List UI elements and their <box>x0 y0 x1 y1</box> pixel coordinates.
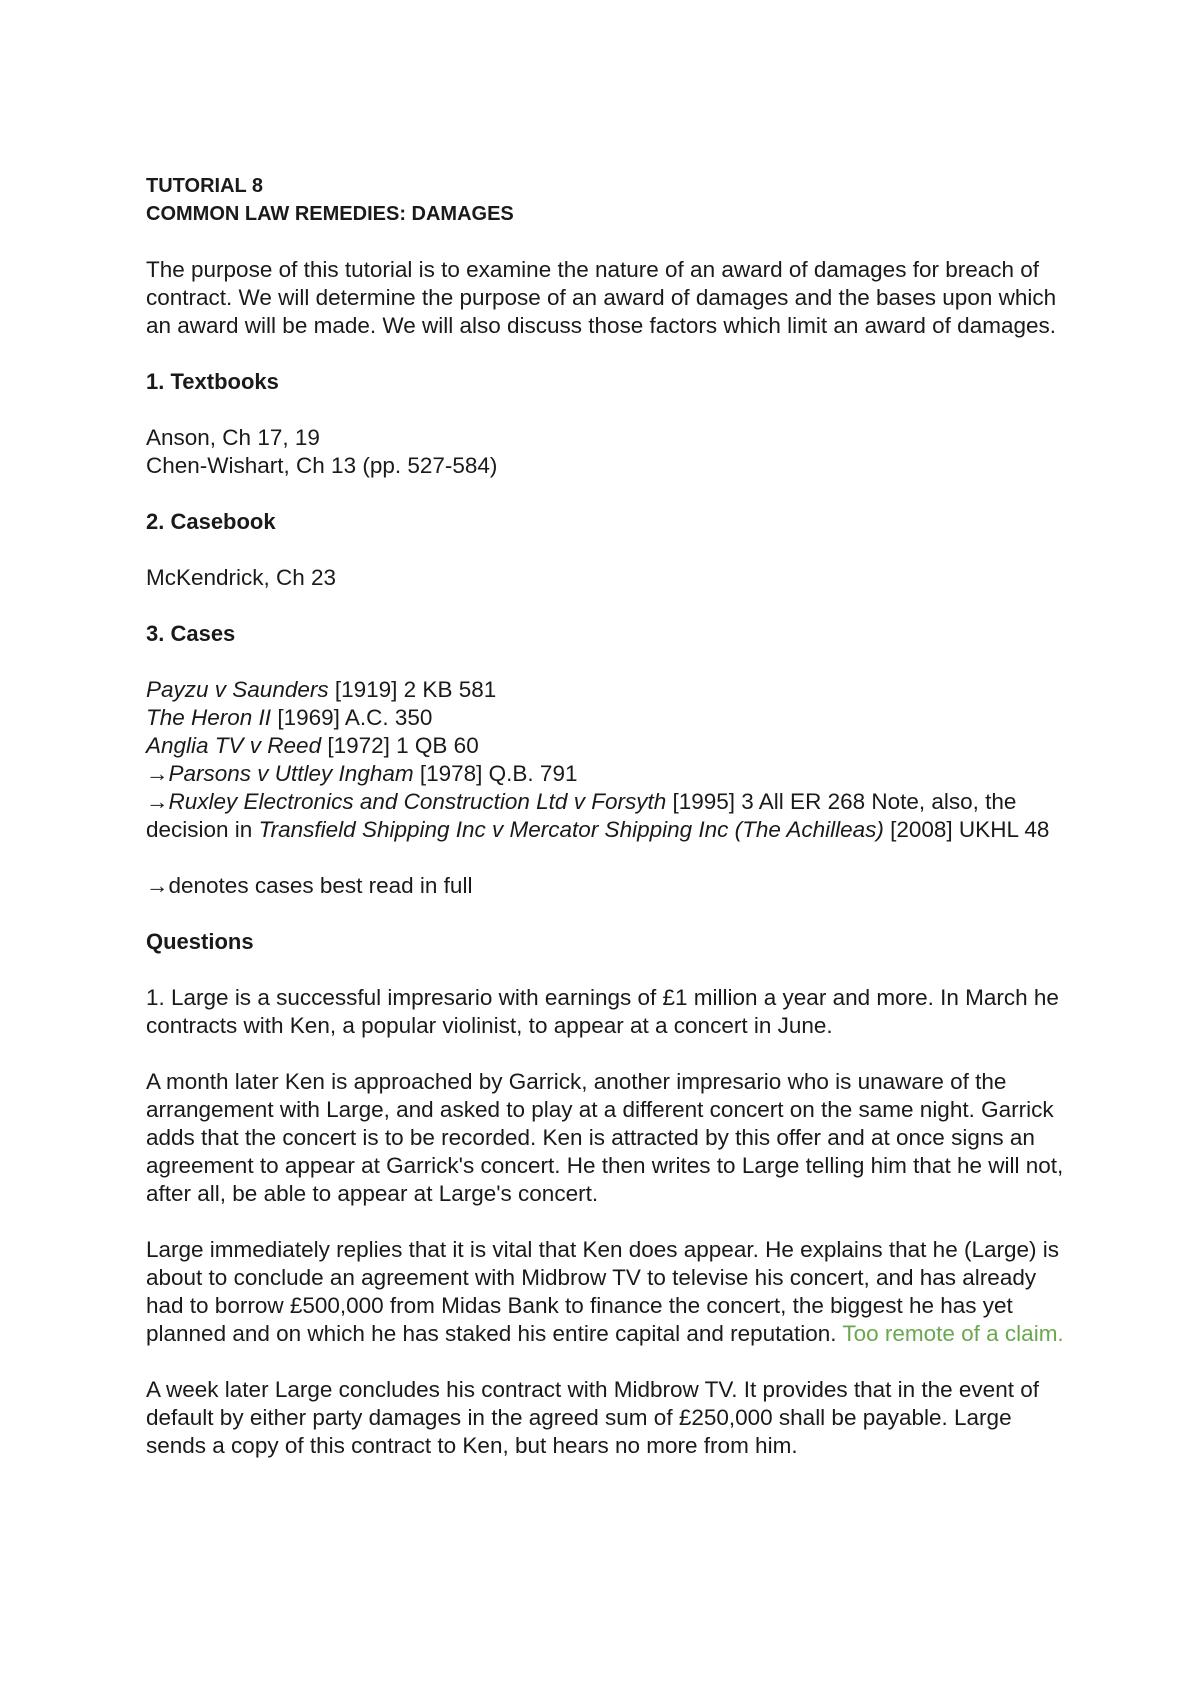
case-citation: [1969] A.C. 350 <box>271 705 433 730</box>
intro-paragraph: The purpose of this tutorial is to examine the nature of an award of damages for breach of contract. We will determine the purpose of an award of damages and the bases upon which an award will be made. We will also discuss those factors which limit an award of damages. <box>146 257 1057 338</box>
case-item-ruxley <box>146 788 1076 844</box>
case-item <box>146 732 1076 760</box>
casebook-item: McKendrick, Ch 23 <box>146 565 337 590</box>
case-name: Ruxley Electronics and Construction Ltd v Forsyth <box>168 789 667 814</box>
cases-heading: 3. Cases <box>146 621 236 646</box>
questions-heading: Questions <box>146 929 254 954</box>
question-paragraph: A week later Large concludes his contract with Midbrow TV. It provides that in the event of default by either party damages in the agreed sum of £250,000 shall be payable. Large sends a copy of this contract to Ken, but hears no more from him. <box>146 1377 1039 1458</box>
case-arrow: → <box>146 761 169 786</box>
casebook-heading: 2. Casebook <box>146 509 276 534</box>
case-name: Anglia TV v Reed <box>146 733 322 758</box>
case-item <box>146 760 1076 788</box>
textbooks-list <box>146 424 1076 480</box>
case-name: Payzu v Saunders <box>146 677 329 702</box>
case-citation: [1919] 2 KB 581 <box>328 677 497 702</box>
case-item <box>146 676 1076 704</box>
case-name: Transfield Shipping Inc v Mercator Shipping Inc (The Achilleas) <box>258 817 884 842</box>
question-paragraph: A month later Ken is approached by Garrick, another impresario who is unaware of the arrangement with Large, and asked to play at a different concert on the same night. Garrick adds that the concert is to be recorded. Ken is attracted by this offer and at once signs an agreement to appear at Garrick's concert. He then writes to Large telling him that he will not, after all, be able to appear at Large's concert. <box>146 1069 1064 1206</box>
case-citation: [1972] 1 QB 60 <box>321 733 479 758</box>
case-name: Parsons v Uttley Ingham <box>168 761 414 786</box>
case-citation: [2008] UKHL 48 <box>883 817 1050 842</box>
document-page <box>146 172 1076 1488</box>
casebook-list <box>146 564 1076 592</box>
cases-legend: →denotes cases best read in full <box>146 873 473 898</box>
case-citation: [1995] 3 All ER 268 Note, also, the decision in <box>146 789 1017 842</box>
textbook-item: Chen-Wishart, Ch 13 (pp. 527-584) <box>146 453 498 478</box>
tutorial-title: COMMON LAW REMEDIES: DAMAGES <box>146 203 514 225</box>
document-header <box>146 172 1076 228</box>
case-arrow: → <box>146 789 169 814</box>
question-text: Large immediately replies that it is vital that Ken does appear. He explains that he (Large) is about to conclude an agreement with Midbrow TV to televise his concert, and has already had to borrow £500,000 from Midas Bank to finance the concert, the biggest he has yet planned and on which he has staked his entire capital and reputation. <box>146 1237 1059 1346</box>
annotation-note: Too remote of a claim. <box>842 1321 1064 1346</box>
case-name: The Heron II <box>146 705 272 730</box>
case-citation: [1978] Q.B. 791 <box>413 761 578 786</box>
textbooks-heading: 1. Textbooks <box>146 369 279 394</box>
question-paragraph: 1. Large is a successful impresario with earnings of £1 million a year and more. In March he contracts with Ken, a popular violinist, to appear at a concert in June. <box>146 985 1059 1038</box>
case-item <box>146 704 1076 732</box>
question-paragraph <box>146 1236 1076 1348</box>
cases-list <box>146 676 1076 844</box>
tutorial-number: TUTORIAL 8 <box>146 175 264 197</box>
textbook-item: Anson, Ch 17, 19 <box>146 425 320 450</box>
